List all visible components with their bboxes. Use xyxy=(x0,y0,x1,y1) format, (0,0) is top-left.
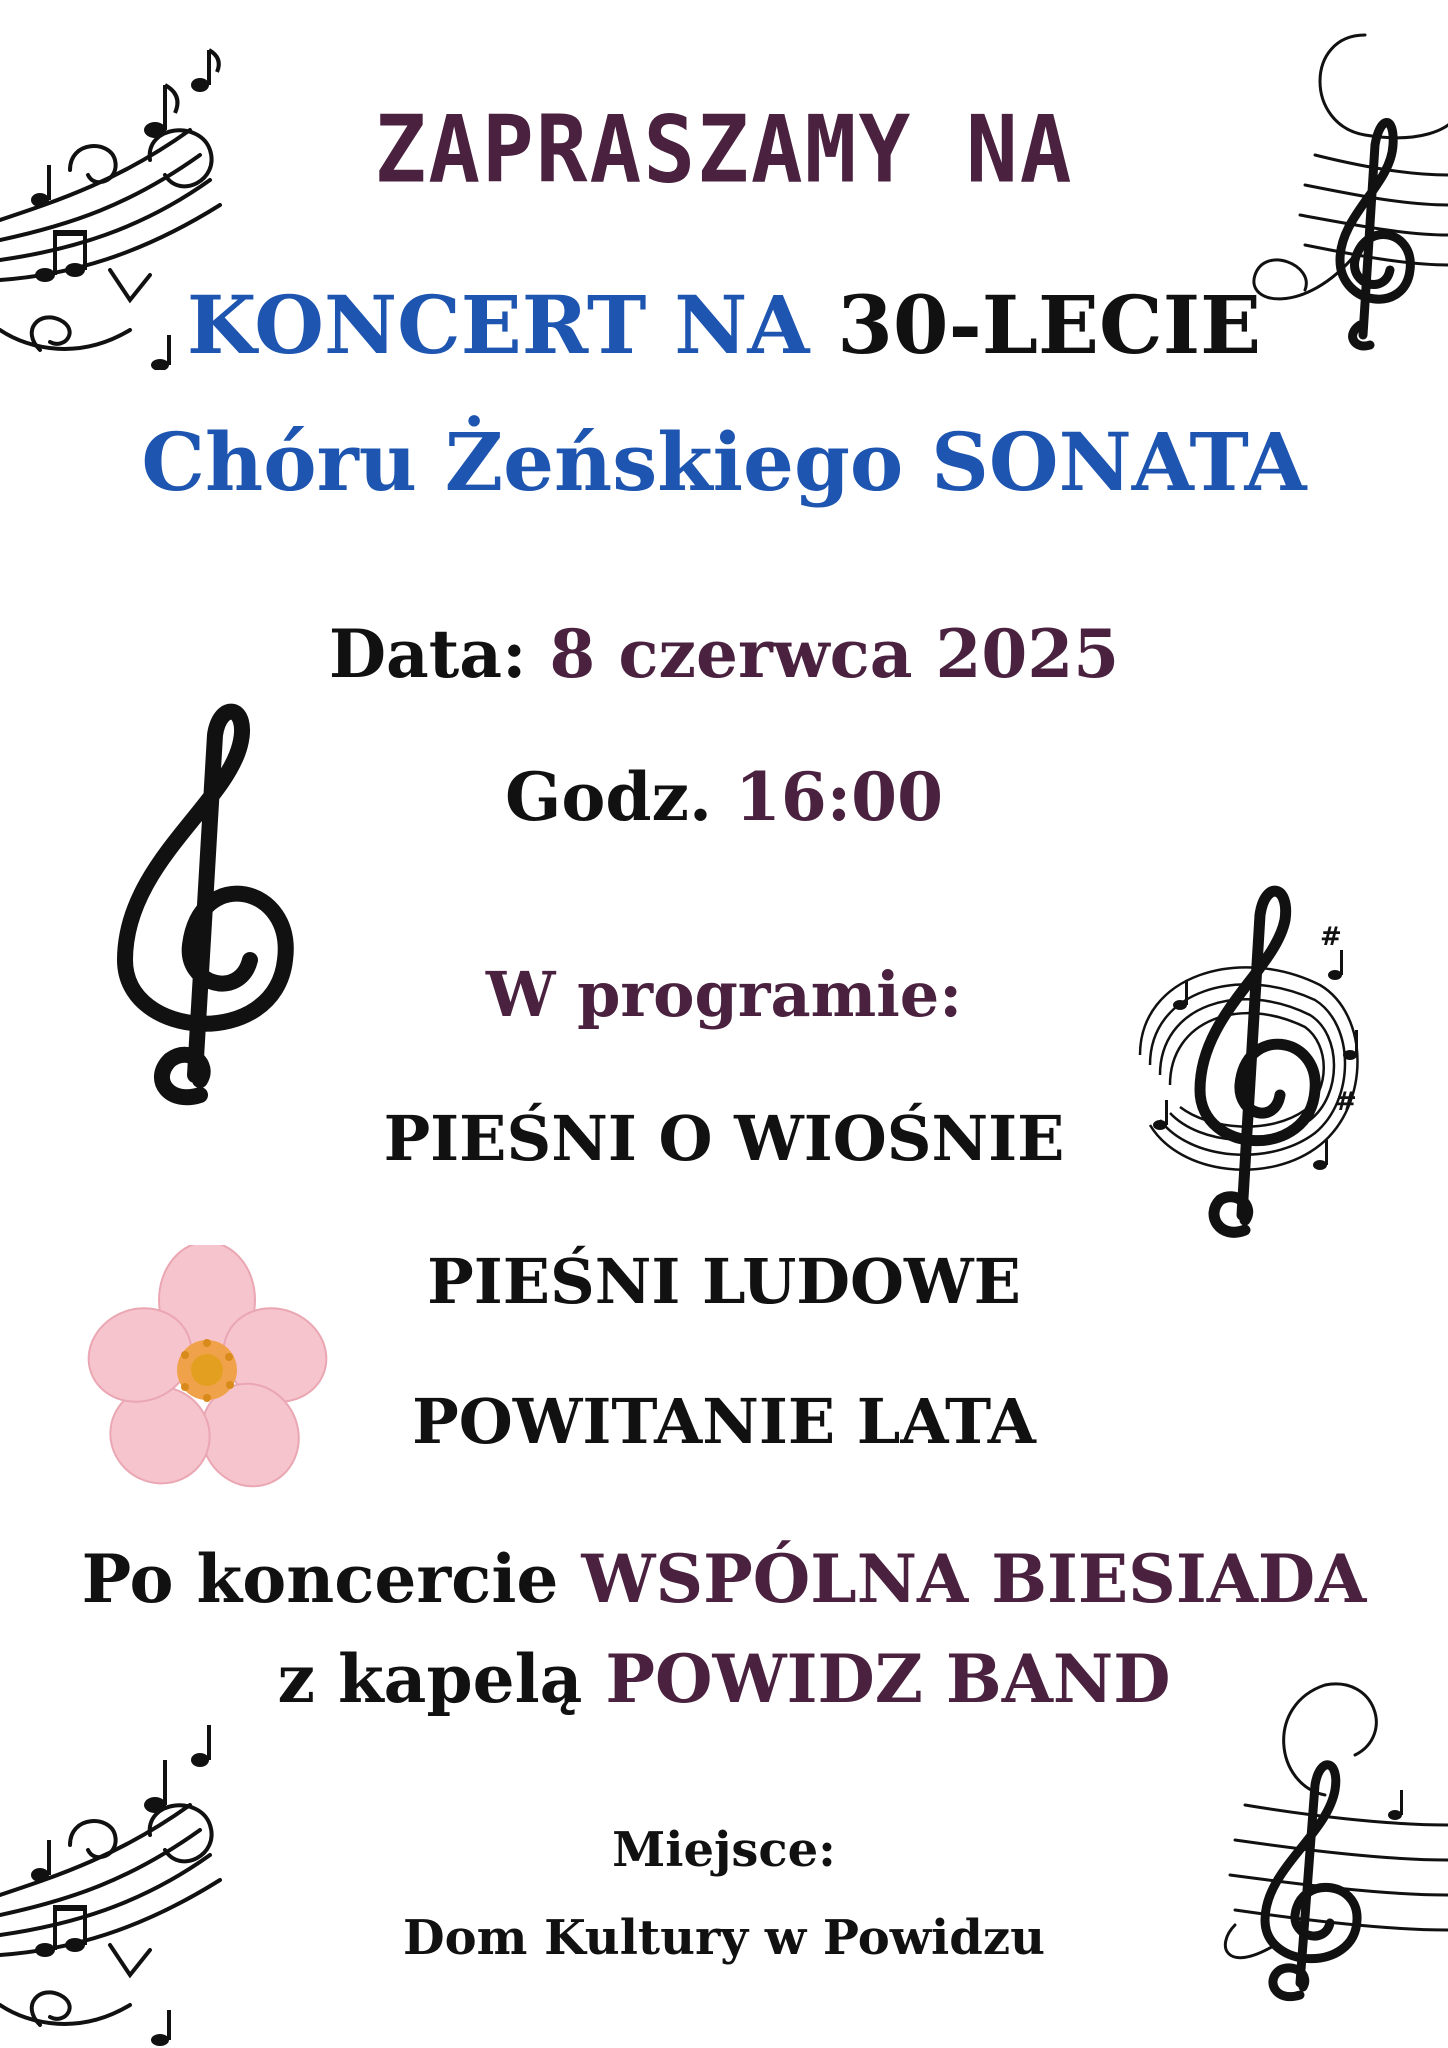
concert-prefix: KONCERT NA xyxy=(186,278,810,372)
program-item: PIEŚNI LUDOWE xyxy=(427,1245,1021,1318)
place-label: Miejsce: xyxy=(612,1822,836,1878)
treble-clef-icon xyxy=(100,695,315,1120)
notes-circle-icon xyxy=(1120,875,1380,1245)
program-item: POWITANIE LATA xyxy=(412,1385,1036,1458)
svg-text:#: # xyxy=(1335,1087,1357,1117)
music-swirl-icon xyxy=(0,30,260,370)
choir-name: Chóru Żeńskiego SONATA xyxy=(141,415,1307,509)
flower-icon xyxy=(85,1245,330,1490)
program-heading: W programie: xyxy=(485,958,963,1031)
anniversary-label: 30-LECIE xyxy=(837,278,1262,372)
place-value: Dom Kultury w Powidzu xyxy=(402,1910,1046,1966)
date-value: 8 czerwca 2025 xyxy=(549,615,1120,693)
after-concert-line xyxy=(0,1540,1448,1618)
time-value: 16:00 xyxy=(734,758,944,836)
band-prefix: z kapelą xyxy=(277,1640,583,1718)
svg-text:#: # xyxy=(1320,922,1342,952)
music-swirl-icon xyxy=(0,1705,260,2048)
treble-clef-icon xyxy=(1215,1675,1448,2005)
after-label: Po koncercie xyxy=(81,1540,559,1618)
treble-clef-icon xyxy=(1245,15,1448,355)
program-item: PIEŚNI O WIOŚNIE xyxy=(383,1102,1065,1175)
date-line xyxy=(0,615,1448,693)
after-event: WSPÓLNA BIESIADA xyxy=(581,1540,1367,1618)
invite-heading: ZAPRASZAMY NA xyxy=(374,96,1074,204)
band-name: POWIDZ BAND xyxy=(605,1640,1171,1718)
date-label: Data: xyxy=(328,615,527,693)
time-label: Godz. xyxy=(504,758,712,836)
